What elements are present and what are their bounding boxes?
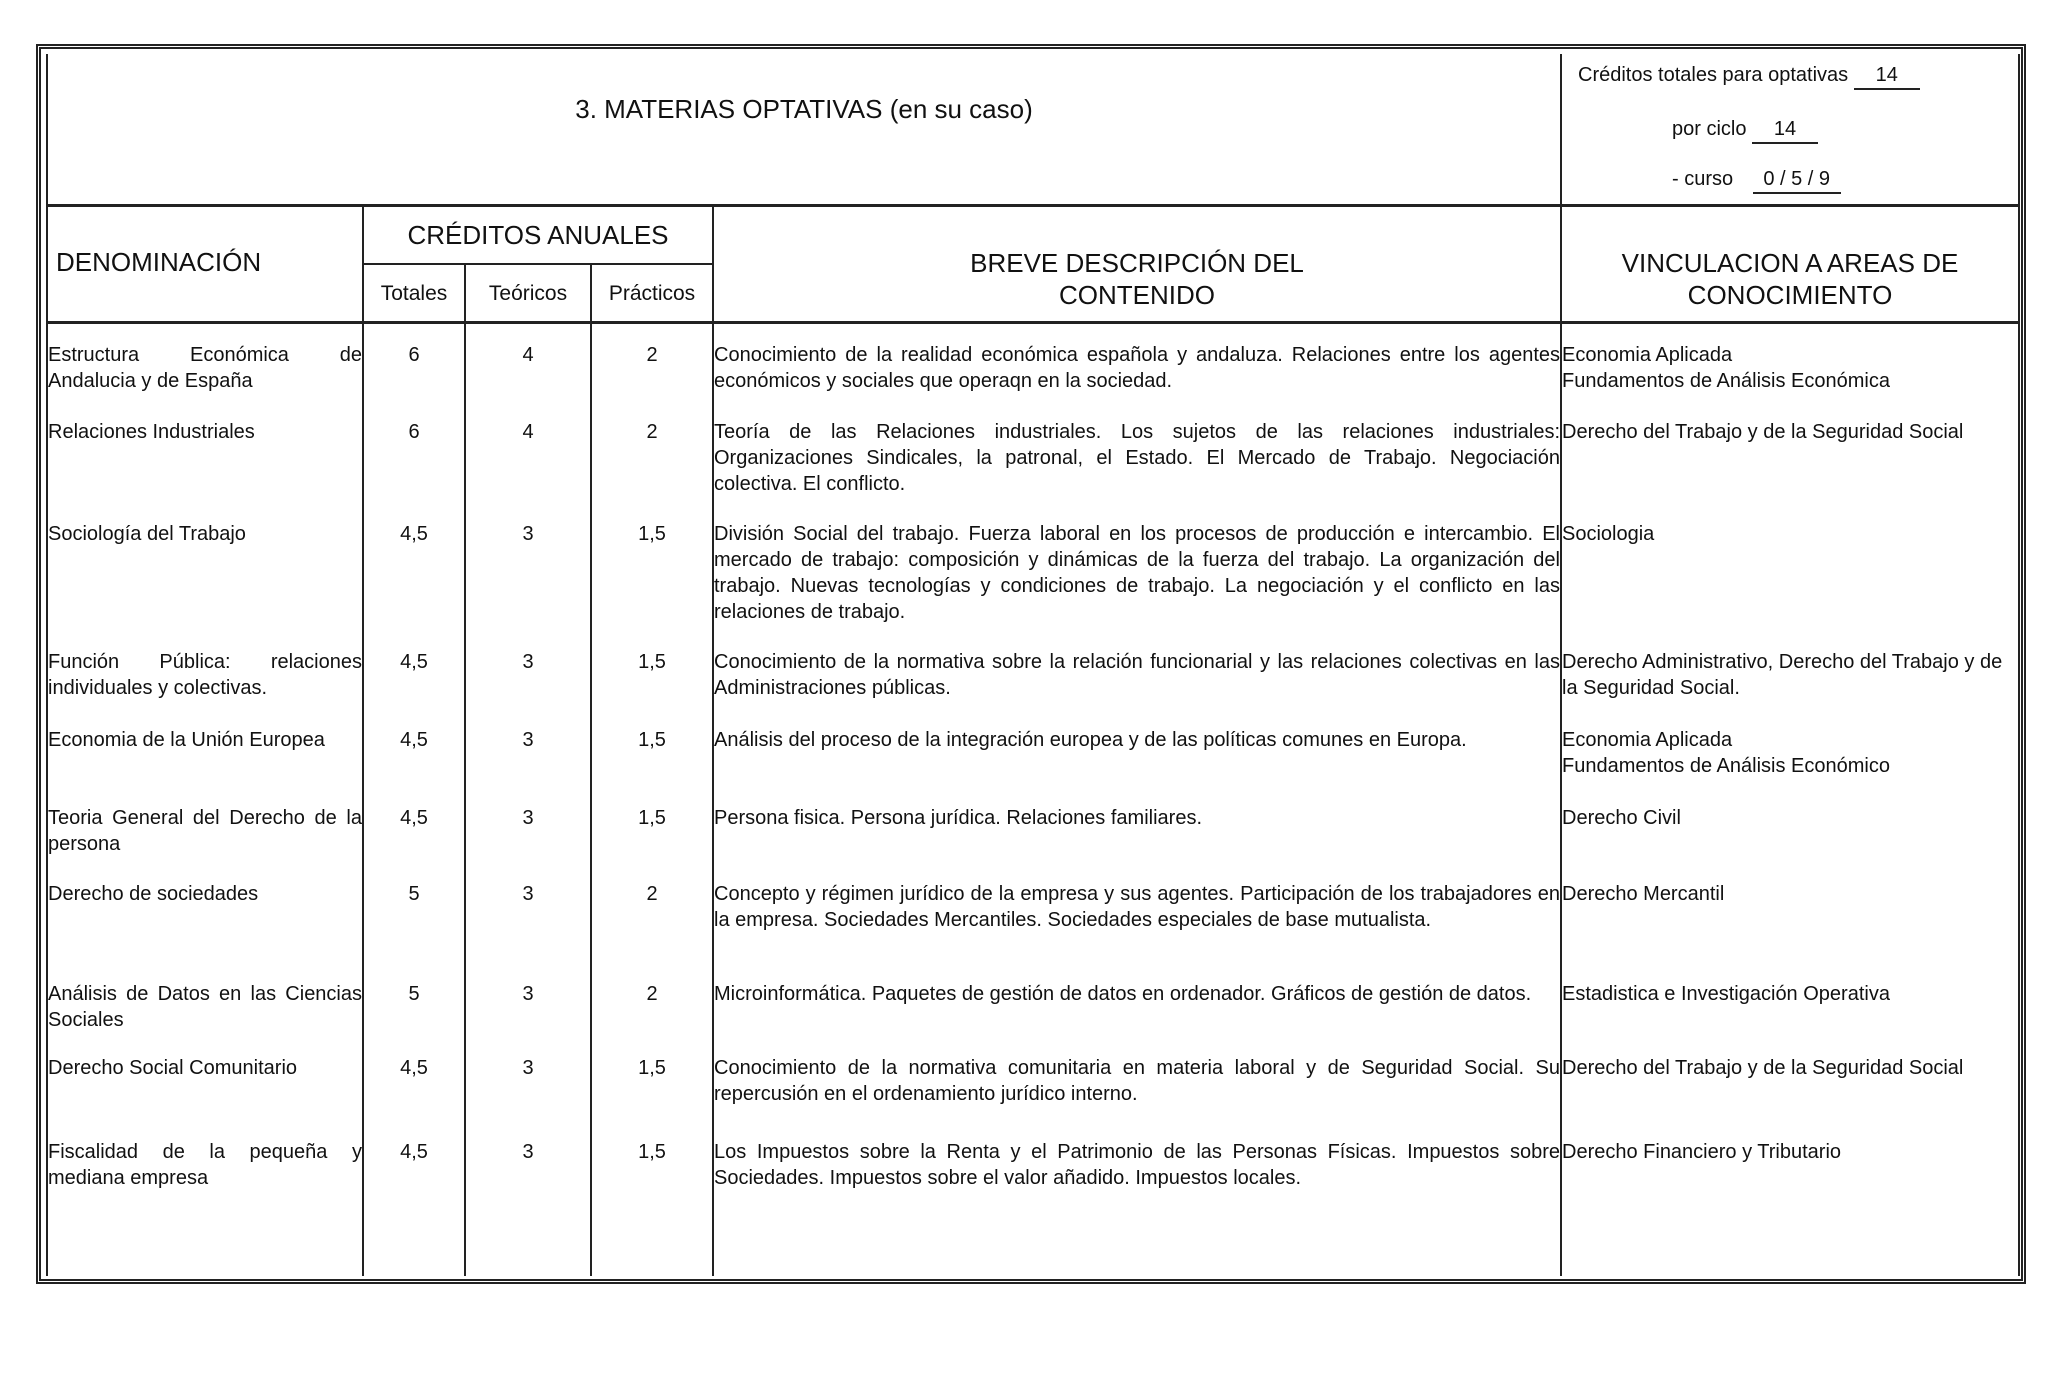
col-teoricos-header	[465, 264, 591, 323]
table-row	[47, 709, 2019, 787]
row-descripcion: Teoría de las Relaciones industriales. Los sujetos de las relaciones industriales: Organizaciones Sindicales, la patronal, el Estado. El Mercado de Trabajo. Negociación colectiva. El conflicto.	[713, 401, 1561, 503]
per-cycle-line	[1672, 116, 1818, 144]
row-teoricos: 3	[465, 503, 591, 631]
row-totales: 6	[363, 401, 465, 503]
col-creditos-header	[363, 206, 713, 265]
title-row	[47, 54, 2019, 206]
row-denominacion: Derecho de sociedades	[47, 863, 363, 963]
row-practicos: 1,5	[591, 503, 713, 631]
row-practicos: 2	[591, 401, 713, 503]
row-area: Derecho Financiero y Tributario	[1561, 1121, 2019, 1277]
row-denominacion: Sociología del Trabajo	[47, 503, 363, 631]
course-label: - curso	[1672, 168, 1734, 190]
table-row	[47, 1121, 2019, 1277]
col-denominacion-header	[47, 206, 363, 323]
row-teoricos: 3	[465, 631, 591, 709]
row-descripcion: División Social del trabajo. Fuerza laboral en los procesos de producción e intercambio. El mercado de trabajo: composición y dinámicas de la fuerza del trabajo. La organización del trabajo. Nuevas tecnologías y condiciones de trabajo. La negociación y el conflicto en las relaciones de trabajo.	[713, 503, 1561, 631]
credits-total-value: 14	[1854, 62, 1920, 90]
row-denominacion: Análisis de Datos en las Ciencias Sociales	[47, 963, 363, 1037]
row-area: Derecho Civil	[1561, 787, 2019, 863]
col-practicos-header	[591, 264, 713, 323]
row-denominacion: Relaciones Industriales	[47, 401, 363, 503]
page-title: 3. MATERIAS OPTATIVAS (en su caso)	[575, 94, 1033, 124]
row-area: Sociologia	[1561, 503, 2019, 631]
per-cycle-value: 14	[1752, 116, 1818, 144]
row-totales: 4,5	[363, 503, 465, 631]
totales-label: Totales	[380, 282, 448, 305]
credits-cell	[1561, 54, 2019, 206]
row-teoricos: 4	[465, 401, 591, 503]
course-line	[1672, 166, 1841, 194]
row-totales: 6	[363, 323, 465, 401]
row-teoricos: 4	[465, 323, 591, 401]
title-cell	[47, 54, 1561, 206]
row-denominacion: Fiscalidad de la pequeña y mediana empresa	[47, 1121, 363, 1277]
table-row	[47, 401, 2019, 503]
row-totales: 4,5	[363, 631, 465, 709]
row-area: Derecho Mercantil	[1561, 863, 2019, 963]
credits-summary	[1562, 54, 2018, 202]
table-row	[47, 1037, 2019, 1121]
row-descripcion: Los Impuestos sobre la Renta y el Patrimonio de las Personas Físicas. Impuestos sobre Sociedades. Impuestos sobre el valor añadido. Impuestos locales.	[713, 1121, 1561, 1277]
row-totales: 4,5	[363, 709, 465, 787]
row-area: Derecho del Trabajo y de la Seguridad Social	[1561, 1037, 2019, 1121]
credits-total-line	[1578, 62, 1920, 90]
row-descripcion: Microinformática. Paquetes de gestión de datos en ordenador. Gráficos de gestión de datos.	[713, 963, 1561, 1037]
document-frame	[36, 44, 2026, 1284]
row-totales: 5	[363, 963, 465, 1037]
row-practicos: 2	[591, 963, 713, 1037]
table-row	[47, 323, 2019, 401]
denominacion-label: DENOMINACIÓN	[56, 247, 262, 277]
vinculacion-label: VINCULACION A AREAS DE CONOCIMIENTO	[1621, 248, 1959, 310]
table-row	[47, 863, 2019, 963]
row-denominacion: Función Pública: relaciones individuales y colectivas.	[47, 631, 363, 709]
credits-total-label: Créditos totales para optativas	[1578, 64, 1849, 86]
row-descripcion: Concepto y régimen jurídico de la empresa y sus agentes. Participación de los trabajadores en la empresa. Sociedades Mercantiles. Sociedades especiales de base mutualista.	[713, 863, 1561, 963]
optativas-table	[46, 54, 2020, 1276]
col-totales-header	[363, 264, 465, 323]
row-practicos: 2	[591, 323, 713, 401]
row-totales: 5	[363, 863, 465, 963]
course-value: 0 / 5 / 9	[1753, 166, 1841, 194]
col-vinculacion-header	[1561, 206, 2019, 323]
row-totales: 4,5	[363, 1037, 465, 1121]
row-practicos: 1,5	[591, 709, 713, 787]
row-descripcion: Conocimiento de la realidad económica española y andaluza. Relaciones entre los agentes económicos y sociales que operaqn en la sociedad.	[713, 323, 1561, 401]
row-teoricos: 3	[465, 709, 591, 787]
row-practicos: 1,5	[591, 631, 713, 709]
per-cycle-label: por ciclo	[1672, 118, 1747, 140]
table-row	[47, 503, 2019, 631]
table-row	[47, 631, 2019, 709]
practicos-label: Prácticos	[608, 282, 696, 305]
header-row-1	[47, 206, 2019, 265]
creditos-anuales-label: CRÉDITOS ANUALES	[407, 220, 669, 250]
row-totales: 4,5	[363, 787, 465, 863]
row-descripcion: Análisis del proceso de la integración europea y de las políticas comunes en Europa.	[713, 709, 1561, 787]
row-descripcion: Persona fisica. Persona jurídica. Relaciones familiares.	[713, 787, 1561, 863]
row-area: Derecho del Trabajo y de la Seguridad Social	[1561, 401, 2019, 503]
row-area: Economia Aplicada Fundamentos de Análisis Económico	[1561, 709, 2019, 787]
row-totales: 4,5	[363, 1121, 465, 1277]
row-denominacion: Derecho Social Comunitario	[47, 1037, 363, 1121]
table-row	[47, 963, 2019, 1037]
row-area: Derecho Administrativo, Derecho del Trabajo y de la Seguridad Social.	[1561, 631, 2019, 709]
row-teoricos: 3	[465, 863, 591, 963]
row-teoricos: 3	[465, 1121, 591, 1277]
row-denominacion: Estructura Económica de Andalucia y de España	[47, 323, 363, 401]
row-area: Estadistica e Investigación Operativa	[1561, 963, 2019, 1037]
row-practicos: 2	[591, 863, 713, 963]
row-practicos: 1,5	[591, 1037, 713, 1121]
row-teoricos: 3	[465, 963, 591, 1037]
row-teoricos: 3	[465, 787, 591, 863]
col-descripcion-header	[713, 206, 1561, 323]
descripcion-label: BREVE DESCRIPCIÓN DEL CONTENIDO	[970, 248, 1304, 310]
teoricos-label: Teóricos	[488, 282, 568, 305]
row-denominacion: Teoria General del Derecho de la persona	[47, 787, 363, 863]
table-row	[47, 787, 2019, 863]
row-descripcion: Conocimiento de la normativa comunitaria en materia laboral y de Seguridad Social. Su repercusión en el ordenamiento jurídico interno.	[713, 1037, 1561, 1121]
row-descripcion: Conocimiento de la normativa sobre la relación funcionarial y las relaciones colectivas en las Administraciones públicas.	[713, 631, 1561, 709]
row-teoricos: 3	[465, 1037, 591, 1121]
row-denominacion: Economia de la Unión Europea	[47, 709, 363, 787]
row-area: Economia Aplicada Fundamentos de Análisis Económica	[1561, 323, 2019, 401]
row-practicos: 1,5	[591, 787, 713, 863]
row-practicos: 1,5	[591, 1121, 713, 1277]
